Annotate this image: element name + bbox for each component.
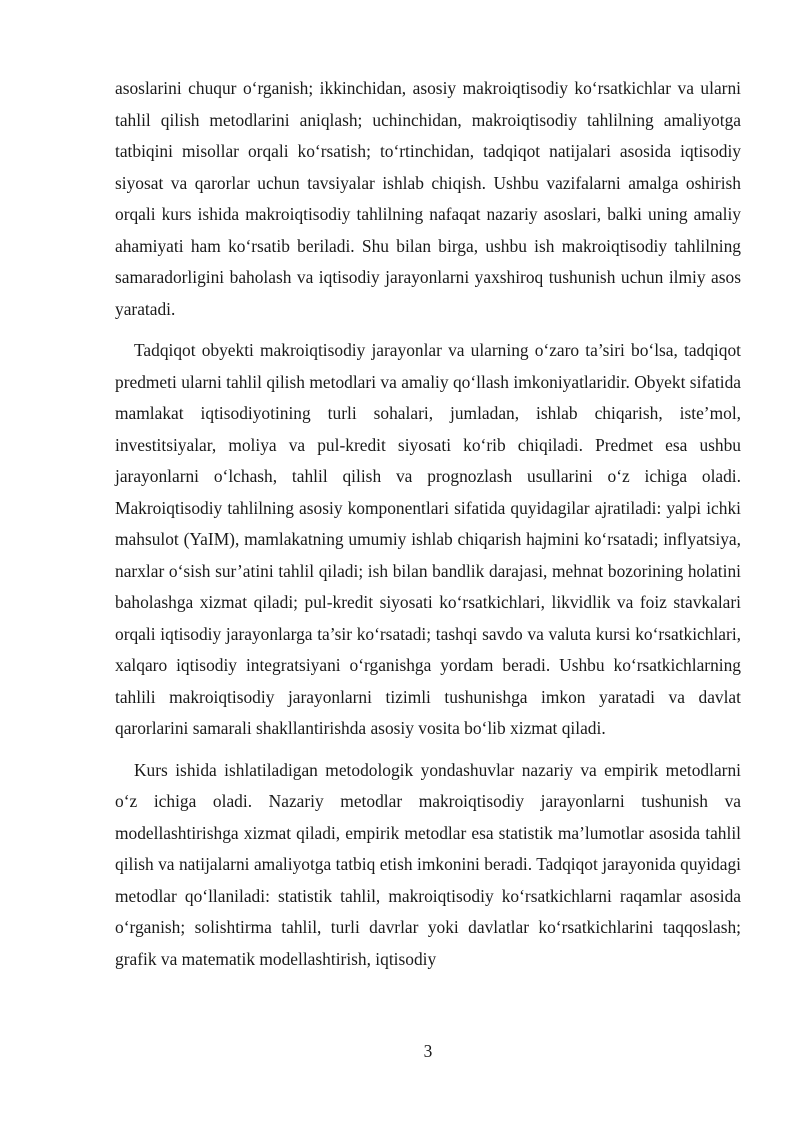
paragraph-1: asoslarini chuqur o‘rganish; ikkinchidan, asosiy makroiqtisodiy ko‘rsatkichlar va ularni tahlil qilish metodlarini aniqlash; uchinchidan, makroiqtisodiy tahlilning amaliyotga tatbiqini misollar orqali ko‘rsatish; to‘rtinchidan, tadqiqot natijalari asosida iqtisodiy siyosat va qarorlar uchun tavsiyalar ishlab chiqish. Ushbu vazifalarni amalga oshirish orqali kurs ishida makroiqtisodiy tahlilning nafaqat nazariy asoslari, balki uning amaliy ahamiyati ham ko‘rsatib beriladi. Shu bilan birga, ushbu ish makroiqtisodiy tahlilning samaradorligini baholash va iqtisodiy jarayonlarni yaxshiroq tushunish uchun ilmiy asos yaratadi.	[115, 78, 741, 319]
body-text	[115, 73, 741, 975]
paragraph-2: Tadqiqot obyekti makroiqtisodiy jarayonlar va ularning o‘zaro ta’siri bo‘lsa, tadqiqot predmeti ularni tahlil qilish metodlari va amaliy qo‘llash imkoniyatlaridir. Obyekt sifatida mamlakat iqtisodiyotining turli sohalari, jumladan, ishlab chiqarish, iste’mol, investitsiyalar, moliya va pul-kredit siyosati ko‘rib chiqiladi. Predmet esa ushbu jarayonlarni o‘lchash, tahlil qilish va prognozlash usullarini o‘z ichiga oladi. Makroiqtisodiy tahlilning asosiy komponentlari sifatida quyidagilar ajratiladi: yalpi ichki mahsulot (YaIM), mamlakatning umumiy ishlab chiqarish hajmini ko‘rsatadi; inflyatsiya, narxlar o‘sish sur’atini tahlil qiladi; ish bilan bandlik darajasi, mehnat bozorining holatini baholashga xizmat qiladi; pul-kredit siyosati ko‘rsatkichlari, likvidlik va foiz stavkalari orqali iqtisodiy jarayonlarga ta’sir ko‘rsatadi; tashqi savdo va valuta kursi ko‘rsatkichlari, xalqaro iqtisodiy integratsiyani o‘rganishga yordam beradi. Ushbu ko‘rsatkichlarning tahlili makroiqtisodiy jarayonlarni tizimli tushunishga imkon yaratadi va davlat qarorlarini samarali shakllantirishda asosiy vosita bo‘lib xizmat qiladi.	[115, 340, 741, 738]
page-number: 3	[423, 1041, 433, 1061]
paragraph-3: Kurs ishida ishlatiladigan metodologik yondashuvlar nazariy va empirik metodlarni o‘z ichiga oladi. Nazariy metodlar makroiqtisodiy jarayonlarni tushunish va modellashtirishga xizmat qiladi, empirik metodlar esa statistik ma’lumotlar asosida tahlil qilish va natijalarni amaliyotga tatbiq etish imkonini beradi. Tadqiqot jarayonida quyidagi metodlar qo‘llaniladi: statistik tahlil, makroiqtisodiy ko‘rsatkichlarni raqamlar asosida o‘rganish; solishtirma tahlil, turli davrlar yoki davlatlar ko‘rsatkichlarini taqqoslash; grafik va matematik modellashtirish, iqtisodiy	[115, 759, 741, 969]
